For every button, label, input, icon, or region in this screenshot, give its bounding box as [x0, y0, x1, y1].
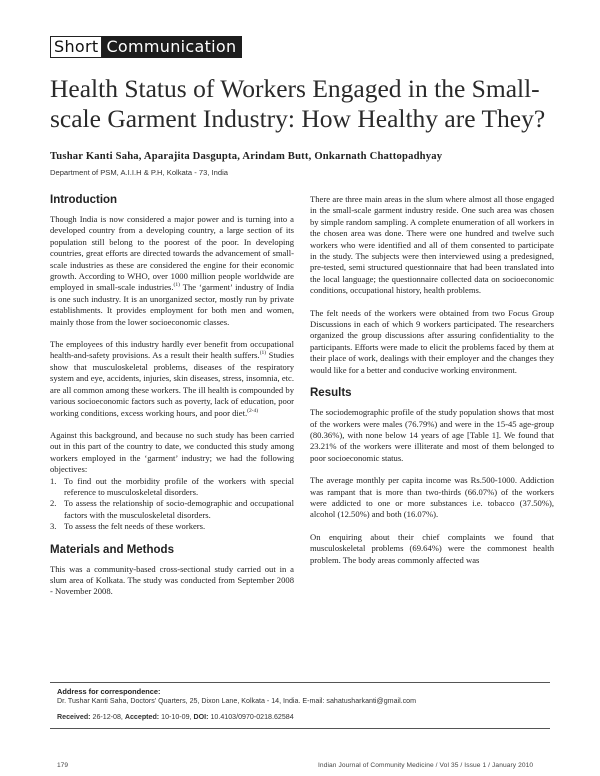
intro-paragraph-2: The employees of this industry hardly ever benefit from occupational health-and-safety provisions. As a result their health suffers.$^{(1)}$ Studies show that musculoskeletal problems, diseases of the respiratory system and eye, accidents, injuries, skin diseases, stress, insomnia, etc. are all common among these workers. The ill health is compounded by various socioeconomic factors such as poverty, lack of education, poor working conditions, excess working hours, and poor diet.$^{(2-4)}$ [50, 339, 294, 418]
list-item: 1. To find out the morbidity profile of the workers with special reference to musculoskeletal disorders. [50, 475, 294, 497]
journal-citation: Indian Journal of Community Medicine / Vol 35 / Issue 1 / January 2010 [318, 762, 534, 769]
methods-paragraph-3: The felt needs of the workers were obtained from two Focus Group Discussions in each of which 9 workers participated. The researchers organized the group discussions after assuring confidentiality to the participants. Efforts were made to elicit the problems faced by them at their place of work, dealings with their employer and the changes they would like for a better and conducive working environment. [310, 307, 554, 375]
footer-divider [50, 728, 550, 729]
introduction-heading: Introduction [50, 194, 118, 206]
results-paragraph-2: The average monthly per capita income was Rs.500-1000. Addiction was rampant that is more than two-thirds (66.07%) of the workers were addicted to one or more substances i.e. tobacco (37.50%), alcohol (12.50%) and both (16.07%). [310, 475, 554, 520]
results-paragraph-3: On enquiring about their chief complaints we found that musculoskeletal problems (69.64%) were the commonest health problem. The body areas commonly affected was [310, 531, 554, 565]
methods-heading: Materials and Methods [50, 543, 174, 556]
author-list: Tushar Kanti Saha, Aparajita Dasgupta, Arindam Butt, Onkarnath Chattopadhyay [50, 151, 443, 162]
right-column [310, 194, 554, 566]
citation-ref: (2-4) [247, 407, 259, 414]
intro-paragraph-3: Against this background, and because no such study has been carried out in this part of the country to date, we conducted this study among workers employed in the ‘garment’ industry; we had the following objectives: [50, 429, 294, 475]
footer-divider [50, 682, 550, 683]
list-item: 2. To assess the relationship of socio-demographic and occupational factors with the musculoskeletal disorders. [50, 498, 294, 520]
left-column [50, 194, 294, 598]
section-tag [50, 36, 242, 58]
affiliation: Department of PSM, A.I.I.H & P.H, Kolkata - 73, India [50, 168, 228, 177]
page-number: 179 [57, 762, 69, 769]
citation-ref: (1) [173, 282, 180, 289]
section-tag-short: Short [50, 36, 102, 58]
results-heading: Results [310, 387, 352, 400]
correspondence-address: Dr. Tushar Kanti Saha, Doctors’ Quarters, 25, Dixon Lane, Kolkata - 14, India. E-mail: sahatusharkanti@gmail.com [57, 697, 417, 705]
article-dates: Received: 26-12-08, Accepted: 10-10-09, DOI: 10.4103/0970-0218.62584 [57, 713, 294, 721]
list-item: 3. To assess the felt needs of these workers. [50, 521, 206, 532]
methods-paragraph-2: There are three main areas in the slum where almost all those engaged in the small-scale garment industry reside. One such area was chosen by simple random sampling. A complete enumeration of all workers in the chosen area was done. There were one hundred and twelve such workers who were identified and all of them consented to participate in the study. The subjects were then interviewed using a predesigned, pre-tested, semi structured questionnaire that had been translated into the local language; the questionnaire collected data on socioeconomic conditions, occupational history, health problems. [310, 194, 554, 296]
article-title: Health Status of Workers Engaged in the Small-scale Garment Industry: How Healthy are They? [50, 74, 546, 133]
section-tag-communication: Communication [102, 36, 242, 58]
citation-ref: (1) [259, 350, 267, 357]
results-paragraph-1: The sociodemographic profile of the study population shows that most of the workers were males (76.79%) and were in the 15-45 age-group (80.36%), with none below 14 years of age [Table 1]. We found that 23.21% of the workers were illiterate and most of them belonged to poor socioeconomic status. [310, 407, 554, 463]
objectives-list [50, 476, 294, 533]
methods-paragraph-1: This was a community-based cross-sectional study carried out in a slum area of Kolkata. The study was conducted from September 2008 - November 2008. [50, 563, 294, 597]
correspondence-label: Address for correspondence: [57, 687, 161, 696]
intro-paragraph-1: Though India is now considered a major power and is turning into a developed country from a developing country, a large section of its population still belong to the poorest of the poor. In developing countries, great efforts are directed towards the advancement of small-scale industries as these are considered the engine for their economic growth. According to WHO, over 1000 million people worldwide are employed in small-scale industries.$^{(1)}$ The ‘garment’ industry of India is one such industry. It is an unorganized sector, mostly run by private establishments. It provides employment for both men and women, mainly those from the lower socioeconomic classes. [50, 214, 294, 327]
